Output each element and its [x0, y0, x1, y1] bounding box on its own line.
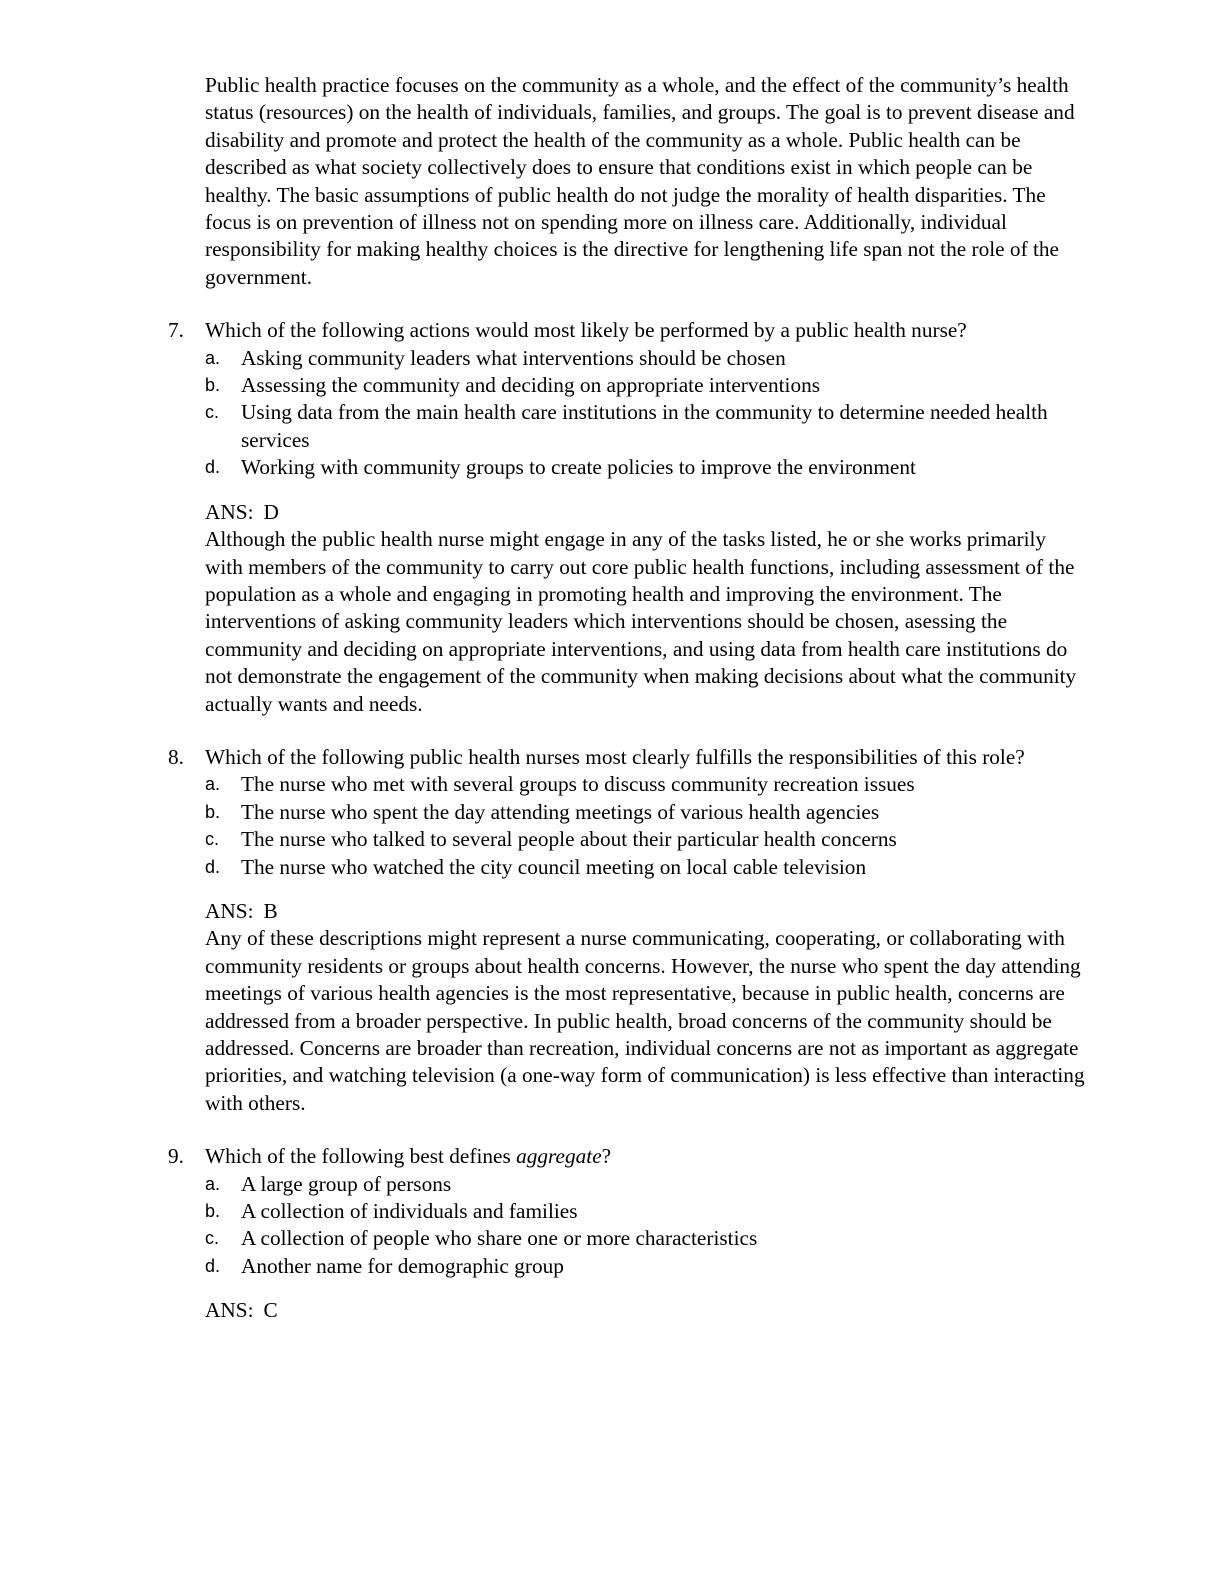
question-9 [168, 1143, 1085, 1324]
option-b [205, 372, 1085, 399]
option-text: A collection of people who share one or more characteristics [241, 1226, 758, 1251]
answer-rationale: Although the public health nurse might engage in any of the tasks listed, he or she works primarily with members of the community to carry out core public health functions, including assessment of the population as a whole and engaging in promoting health and improving the environment. The interventions of asking community leaders which interventions should be chosen, asessing the community and deciding on appropriate interventions, and using data from health care institutions do not demonstrate the engagement of the community when making decisions about what the community actually wants and needs. [205, 527, 1077, 716]
option-a [205, 1171, 1085, 1198]
answer-options [205, 1171, 1085, 1281]
option-letter: c. [205, 402, 220, 423]
answer-line [205, 898, 1085, 925]
option-text: Working with community groups to create policies to improve the environment [241, 455, 916, 480]
question-number: 9. [168, 1144, 184, 1169]
italic-term: aggregate [516, 1144, 602, 1169]
option-d [205, 854, 1085, 881]
option-text: Using data from the main health care institutions in the community to determine needed health services [241, 400, 1048, 452]
answer-label: ANS: [205, 499, 254, 524]
answer-line [205, 499, 1085, 526]
option-text: Assessing the community and deciding on appropriate interventions [241, 373, 821, 398]
option-b [205, 799, 1085, 826]
option-a [205, 771, 1085, 798]
answer-line [205, 1297, 1085, 1324]
answer-label: ANS: [205, 898, 254, 923]
answer-options [205, 771, 1085, 881]
answer-label: ANS: [205, 1298, 254, 1323]
option-letter: a. [205, 1173, 221, 1194]
question-7 [168, 317, 1085, 718]
question-text: Which of the following public health nurses most clearly fulfills the responsibilities of this role? [205, 744, 1025, 769]
option-text: The nurse who watched the city council meeting on local cable television [241, 854, 867, 879]
option-c [205, 1225, 1085, 1252]
question-number: 8. [168, 744, 184, 769]
option-letter: c. [205, 829, 220, 850]
option-d [205, 1253, 1085, 1280]
answer-value: D [263, 499, 279, 524]
option-text: Asking community leaders what interventions should be chosen [241, 345, 786, 370]
option-c [205, 399, 1085, 454]
option-b [205, 1198, 1085, 1225]
document-page [168, 72, 1085, 1325]
option-letter: a. [205, 774, 221, 795]
answer-options [205, 345, 1085, 482]
option-text: A collection of individuals and families [241, 1199, 578, 1224]
option-letter: a. [205, 347, 221, 368]
answer-value: C [263, 1298, 278, 1323]
option-letter: d. [205, 1255, 221, 1276]
option-letter: b. [205, 801, 221, 822]
answer-value: B [263, 898, 278, 923]
option-letter: d. [205, 457, 221, 478]
answer-rationale: Any of these descriptions might represent a nurse communicating, cooperating, or collaborating with community residents or groups about health concerns. However, the nurse who spent the day attending meetings of various health agencies is the most representative, because in public health, concerns are addressed from a broader perspective. In public health, broad concerns of the community should be addressed. Concerns are broader than recreation, individual concerns are not as important as aggregate priorities, and watching television (a one-way form of communication) is less effective than interacting with others. [205, 926, 1085, 1115]
intro-rationale: Public health practice focuses on the community as a whole, and the effect of the community’s health status (resources) on the health of individuals, families, and groups. The goal is to prevent disease and disability and promote and protect the health of the community as a whole. Public health can be described as what society collectively does to ensure that conditions exist in which people can be healthy. The basic assumptions of public health do not judge the morality of health disparities. The focus is on prevention of illness not on spending more on illness care. Additionally, individual responsibility for making healthy choices is the directive for lengthening life span not the role of the government. [205, 73, 1075, 289]
option-letter: b. [205, 375, 221, 396]
option-text: Another name for demographic group [241, 1253, 564, 1278]
option-text: The nurse who talked to several people about their particular health concerns [241, 827, 897, 852]
question-number: 7. [168, 318, 184, 343]
option-letter: b. [205, 1201, 221, 1222]
option-text: The nurse who spent the day attending meetings of various health agencies [241, 799, 880, 824]
option-letter: d. [205, 856, 221, 877]
option-text: A large group of persons [241, 1171, 452, 1196]
option-d [205, 454, 1085, 481]
option-letter: c. [205, 1228, 220, 1249]
option-a [205, 345, 1085, 372]
question-text: Which of the following actions would most likely be performed by a public health nurse? [205, 318, 967, 343]
question-8 [168, 744, 1085, 1117]
option-text: The nurse who met with several groups to discuss community recreation issues [241, 772, 915, 797]
option-c [205, 826, 1085, 853]
question-text: Which of the following best defines aggregate? [205, 1144, 612, 1169]
